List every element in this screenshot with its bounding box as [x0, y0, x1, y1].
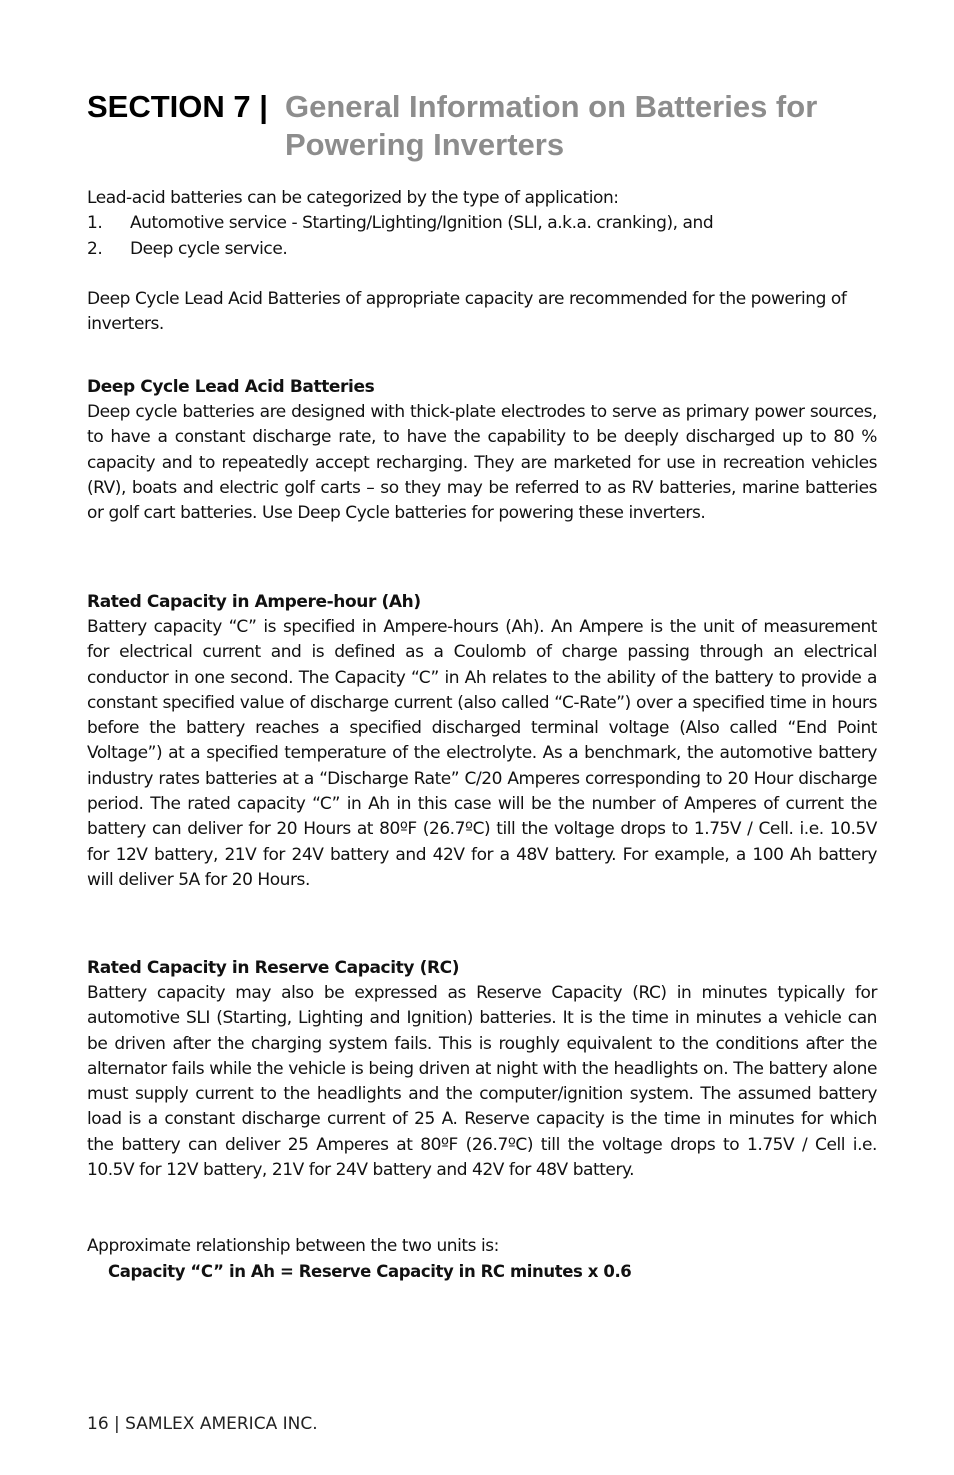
list-item — [87, 237, 877, 262]
page-footer: 16 | SAMLEX AMERICA INC. — [87, 1414, 318, 1434]
section-number: SECTION 7 | — [87, 89, 268, 124]
rated-rc-section — [87, 955, 877, 1183]
rated-ah-section — [87, 589, 877, 893]
intro-lead: Lead-acid batteries can be categorized by the type of application: — [87, 188, 619, 208]
deep-cycle-body: Deep cycle batteries are designed with thick-plate electrodes to serve as primary power sources, to have a constant discharge rate, to have the capability to be deeply discharged up to 80 % capacity and to repeatedly accept recharging. They are marketed for use in recreation vehicles (RV), boats and electric golf carts – so they may be referred to as RV batteries, marine batteries or golf cart batteries. Use Deep Cycle batteries for powering these inverters. — [87, 402, 877, 524]
rated-ah-body: Battery capacity “C” is specified in Ampere-hours (Ah). An Ampere is the unit of measurement for electrical current and is defined as a Coulomb of charge passing through an electrical conductor in one second. The Capacity “C” in Ah relates to the ability of the battery to provide a constant specified value of discharge current (also called “C-Rate”) over a specified time in hours before the battery reaches a specified discharged terminal voltage (Also called “End Point Voltage”) at a specified temperature of the electrolyte. As a benchmark, the automotive battery industry rates batteries at a “Discharge Rate” C/20 Amperes corresponding to 20 Hour discharge period. The rated capacity “C” in Ah in this case will be the number of Amperes of current the battery can deliver for 20 Hours at 80ºF (26.7ºC) till the voltage drops to 1.75V / Cell. i.e. 10.5V for 12V battery, 21V for 24V battery and 42V for a 48V battery. For example, a 100 Ah battery will deliver 5A for 20 Hours. — [87, 617, 877, 890]
relationship-block — [87, 1234, 877, 1284]
rated-ah-heading: Rated Capacity in Ampere-hour (Ah) — [87, 592, 421, 612]
intro-block — [87, 186, 877, 262]
recommendation-block — [87, 287, 877, 338]
list-number: 1. — [87, 213, 103, 234]
capacity-formula: Capacity “C” in Ah = Reserve Capacity in RC minutes x 0.6 — [108, 1262, 632, 1282]
deep-cycle-heading: Deep Cycle Lead Acid Batteries — [87, 377, 375, 397]
deep-cycle-section — [87, 374, 877, 526]
relationship-lead: Approximate relationship between the two units is: — [87, 1236, 499, 1256]
section-title: General Information on Batteries for Powering Inverters — [285, 89, 818, 162]
recommendation-text: Deep Cycle Lead Acid Batteries of appropriate capacity are recommended for the powering of inverters. — [87, 289, 847, 335]
list-number: 2. — [87, 238, 103, 259]
application-list — [87, 211, 877, 262]
rated-rc-body: Battery capacity may also be expressed as Reserve Capacity (RC) in minutes typically for automotive SLI (Starting, Lighting and Ignition) batteries. It is the time in minutes a vehicle can be driven after the charging system fails. This is roughly equivalent to the conditions after the alternator fails while the vehicle is being driven at night with the headlights on. The battery alone must supply current to the headlights and the computer/ignition system. The assumed battery load is a constant discharge current of 25 A. Reserve capacity is the time in minutes for which the battery can deliver 25 Amperes at 80ºF (26.7ºC) till the voltage drops to 1.75V / Cell i.e. 10.5V for 12V battery, 21V for 24V battery and 42V for 48V battery. — [87, 983, 877, 1181]
list-text: Automotive service - Starting/Lighting/Ignition (SLI, a.k.a. cranking), and — [130, 213, 714, 234]
list-item — [87, 211, 877, 236]
rated-rc-heading: Rated Capacity in Reserve Capacity (RC) — [87, 958, 460, 978]
list-text: Deep cycle service. — [130, 238, 288, 259]
